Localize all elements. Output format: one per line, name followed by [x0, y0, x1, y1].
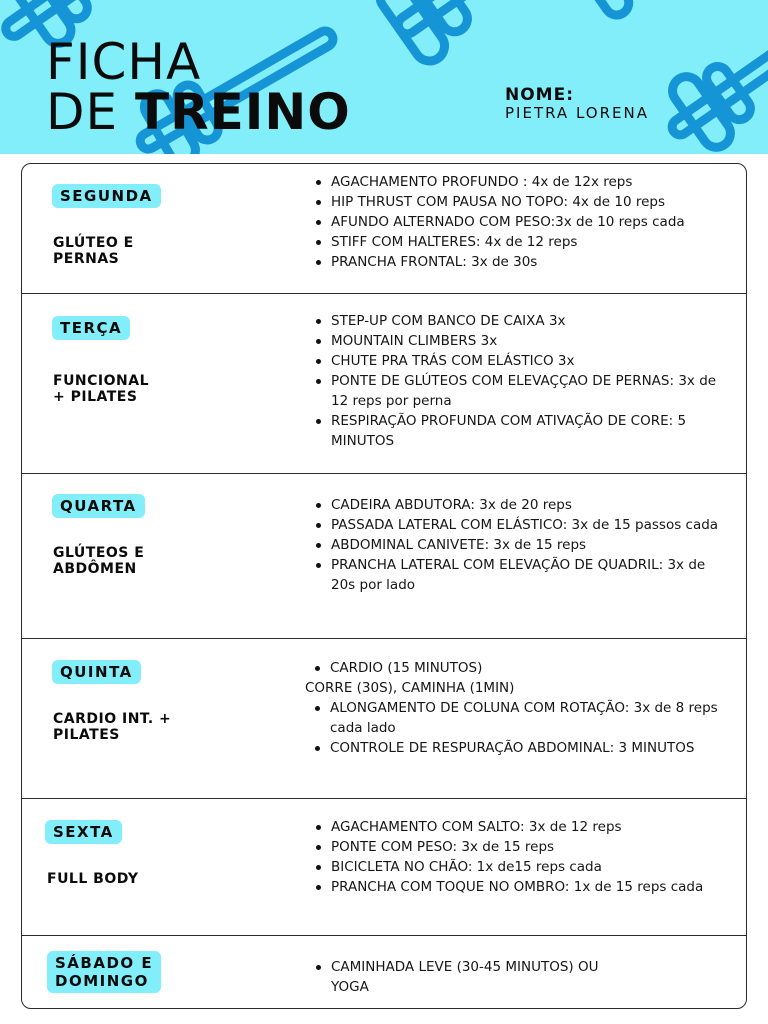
list-item: CONTROLE DE RESPURAÇÃO ABDOMINAL: 3 MINUTOS [305, 738, 725, 758]
day-row-segunda [22, 164, 746, 294]
list-item: AGACHAMENTO COM SALTO: 3x de 12 reps [306, 817, 726, 837]
day-label-terca: TERÇA [52, 316, 130, 340]
list-item: AGACHAMENTO PROFUNDO : 4x de 12x reps [306, 172, 726, 192]
list-item: PRANCHA LATERAL COM ELEVAÇÃO DE QUADRIL: 3x de 20s por lado [306, 555, 726, 595]
focus-label-quarta: GLÚTEOS E ABDÔMEN [53, 545, 145, 577]
list-item: STEP-UP COM BANCO DE CAIXA 3x [306, 311, 726, 331]
focus-label-terca: FUNCIONAL + PILATES [53, 373, 150, 405]
exercise-list-sexta [306, 817, 726, 897]
focus-label-quinta: CARDIO INT. + PILATES [53, 711, 172, 743]
list-item: PRANCHA COM TOQUE NO OMBRO: 1x de 15 reps cada [306, 877, 726, 897]
header-banner [0, 0, 768, 154]
page-title-line-2 [46, 83, 351, 141]
schedule-card [21, 163, 747, 1009]
exercise-list-quinta [305, 658, 725, 758]
page-title-line-1: FICHA [46, 33, 202, 91]
list-item: ABDOMINAL CANIVETE: 3x de 15 reps [306, 535, 726, 555]
day-row-quarta [22, 474, 746, 639]
day-row-sabado-domingo [22, 936, 746, 1010]
list-item: PONTE COM PESO: 3x de 15 reps [306, 837, 726, 857]
list-item: PASSADA LATERAL COM ELÁSTICO: 3x de 15 passos cada [306, 515, 726, 535]
list-item: CARDIO (15 MINUTOS) [305, 658, 725, 678]
focus-label-sexta: FULL BODY [47, 871, 139, 887]
list-item: STIFF COM HALTERES: 4x de 12 reps [306, 232, 726, 252]
list-item: ALONGAMENTO DE COLUNA COM ROTAÇÃO: 3x de 8 reps cada lado [305, 698, 725, 738]
name-value: PIETRA LORENA [505, 104, 649, 122]
name-label: NOME: [505, 85, 575, 105]
list-item: PONTE DE GLÚTEOS COM ELEVAÇÇAO DE PERNAS: 3x de 12 reps por perna [306, 371, 726, 411]
list-item: PRANCHA FRONTAL: 3x de 30s [306, 252, 726, 272]
day-label-sabado-domingo: SÁBADO E DOMINGO [47, 951, 161, 993]
day-label-quarta: QUARTA [52, 494, 145, 518]
page-title-treino: TREINO [135, 83, 351, 141]
focus-label-segunda: GLÚTEO E PERNAS [53, 235, 134, 267]
name-block [505, 86, 649, 122]
exercise-list-segunda [306, 172, 726, 272]
list-item-note: CORRE (30S), CAMINHA (1MIN) [305, 680, 515, 696]
list-item: MOUNTAIN CLIMBERS 3x [306, 331, 726, 351]
list-item: RESPIRAÇÃO PROFUNDA COM ATIVAÇÃO DE CORE: 5 MINUTOS [306, 411, 726, 451]
list-item: BICICLETA NO CHÃO: 1x de15 reps cada [306, 857, 726, 877]
list-item: CADEIRA ABDUTORA: 3x de 20 reps [306, 495, 726, 515]
day-row-sexta [22, 799, 746, 936]
exercise-list-terca [306, 311, 726, 451]
list-item: CAMINHADA LEVE (30-45 MINUTOS) OU YOGA [306, 957, 636, 997]
day-row-quinta [22, 639, 746, 799]
list-item: CHUTE PRA TRÁS COM ELÁSTICO 3x [306, 351, 726, 371]
list-item: HIP THRUST COM PAUSA NO TOPO: 4x de 10 reps [306, 192, 726, 212]
list-item: AFUNDO ALTERNADO COM PESO:3x de 10 reps cada [306, 212, 726, 232]
exercise-list-quarta [306, 495, 726, 595]
day-label-quinta: QUINTA [52, 660, 141, 684]
day-label-segunda: SEGUNDA [52, 184, 161, 208]
exercise-list-sabado-domingo [306, 957, 636, 997]
day-label-sexta: SEXTA [45, 820, 122, 844]
day-row-terca [22, 294, 746, 474]
page-title-de: DE [46, 83, 119, 141]
